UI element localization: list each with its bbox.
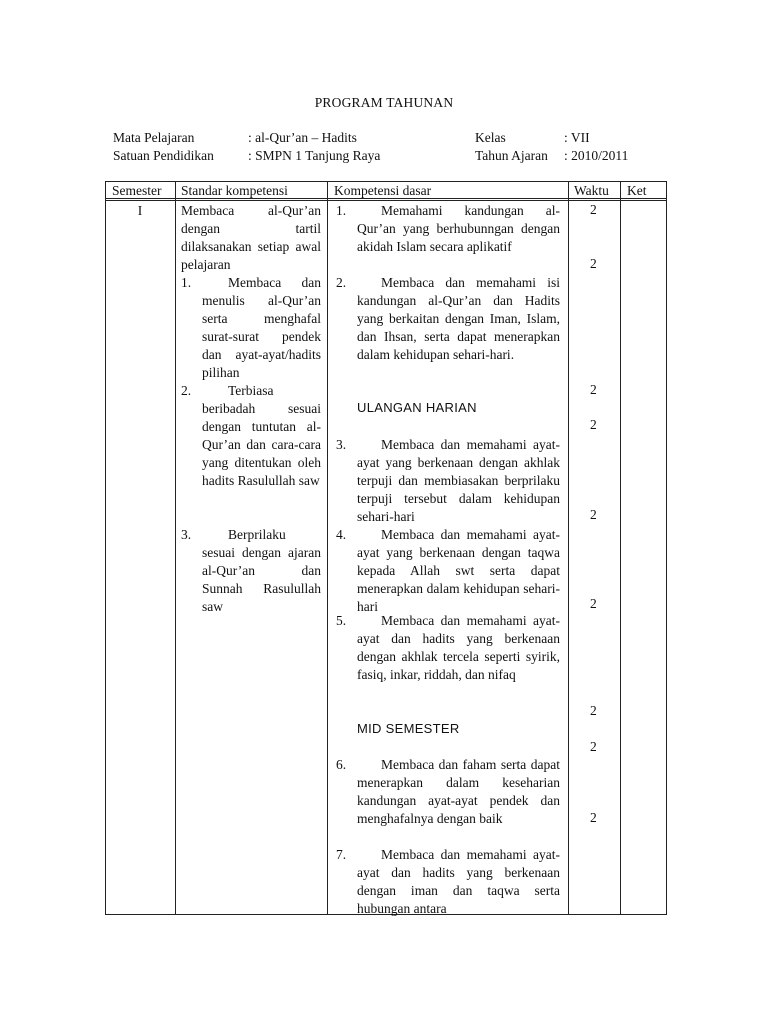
kd-item-number: 6. xyxy=(336,757,347,772)
column-divider xyxy=(327,181,328,915)
ulangan-harian-heading: ULANGAN HARIAN xyxy=(357,400,477,415)
kelas-label: Kelas xyxy=(475,130,506,145)
waktu-value: 2 xyxy=(590,382,597,397)
kd-item-text: Membaca dan memahami ayat-ayat dan hadits yang berkenaan dengan iman dan taqwa serta hubungan antara xyxy=(357,847,560,916)
kd-item-number: 2. xyxy=(336,275,347,290)
column-divider xyxy=(568,181,569,915)
sk-item-number: 2. xyxy=(181,383,192,398)
kd-item-text: Memahami kandungan al-Qur’an yang berhubunngan dengan akidah Islam secara aplikatif xyxy=(357,203,560,254)
sk-item-text: Membaca dan menulis al-Qur’an serta menghafal surat-surat pendek dan ayat-ayat/hadits pilihan xyxy=(202,275,321,380)
kd-item-text: Membaca dan faham serta dapat menerapkan dalam keseharian kandungan ayat-ayat pendek dan menghafalnya dengan baik xyxy=(357,757,560,826)
column-divider xyxy=(175,181,176,915)
kd-item-text: Membaca dan memahami ayat-ayat dan hadits yang berkenaan dengan akhlak tercela seperti syirik, fasiq, inkar, riddah, dan nifaq xyxy=(357,613,560,682)
sk-item xyxy=(181,526,321,616)
sk-item-text: Terbiasa beribadah sesuai dengan tuntutan al-Qur’an dan cara-cara yang ditentukan oleh hadits Rasulullah saw xyxy=(202,383,321,488)
kd-item-text: Membaca dan memahami ayat-ayat yang berkenaan dengan akhlak terpuji dan membiasakan berprilaku terpuji tersebut dalam kehidupan sehari-hari xyxy=(357,437,560,524)
kd-item xyxy=(336,274,560,364)
sk-intro: Membaca al-Qur’an dengan tartil dilaksanakan setiap awal pelajaran xyxy=(181,203,321,272)
mata-pelajaran-label: Mata Pelajaran xyxy=(113,130,195,145)
waktu-value: 2 xyxy=(590,507,597,522)
tahun-ajaran-value: : 2010/2011 xyxy=(564,148,629,163)
waktu-value: 2 xyxy=(590,256,597,271)
header-ket: Ket xyxy=(627,183,647,198)
header-waktu: Waktu xyxy=(574,183,609,198)
kd-item xyxy=(336,756,560,828)
waktu-value: 2 xyxy=(590,739,597,754)
kd-item-text: Membaca dan memahami ayat-ayat yang berkenaan dengan taqwa kepada Allah swt serta dapat menerapkan dalam kehidupan sehari-hari xyxy=(357,527,560,614)
waktu-value: 2 xyxy=(590,703,597,718)
waktu-value: 2 xyxy=(590,417,597,432)
sk-item-text: Berprilaku sesuai dengan ajaran al-Qur’an dan Sunnah Rasulullah saw xyxy=(202,527,321,614)
kd-item xyxy=(336,526,560,616)
satuan-pendidikan-label: Satuan Pendidikan xyxy=(113,148,214,163)
header-kompetensi-dasar: Kompetensi dasar xyxy=(334,183,432,198)
semester-value: I xyxy=(137,203,143,218)
kd-item xyxy=(336,436,560,526)
kd-item-number: 1. xyxy=(336,203,347,218)
sk-item-number: 1. xyxy=(181,275,192,290)
waktu-value: 2 xyxy=(590,596,597,611)
sk-item xyxy=(181,274,321,382)
sk-item xyxy=(181,382,321,490)
header-standar-kompetensi: Standar kompetensi xyxy=(181,183,288,198)
waktu-value: 2 xyxy=(590,202,597,217)
kd-item-number: 3. xyxy=(336,437,347,452)
kd-item-text: Membaca dan memahami isi kandungan al-Qur’an dan Hadits yang berkaitan dengan Iman, Islam, dan Ihsan, serta dapat menerapkan dalam kehidupan sehari-hari. xyxy=(357,275,560,362)
tahun-ajaran-label: Tahun Ajaran xyxy=(475,148,548,163)
mata-pelajaran-value: : al-Qur’an – Hadits xyxy=(248,130,357,145)
kd-item xyxy=(336,846,560,918)
kd-item xyxy=(336,202,560,256)
waktu-value: 2 xyxy=(590,810,597,825)
kd-item-number: 4. xyxy=(336,527,347,542)
kd-item-number: 7. xyxy=(336,847,347,862)
mid-semester-heading: MID SEMESTER xyxy=(357,721,460,736)
sk-item-number: 3. xyxy=(181,527,192,542)
satuan-pendidikan-value: : SMPN 1 Tanjung Raya xyxy=(248,148,381,163)
header-semester: Semester xyxy=(112,183,162,198)
kd-item-number: 5. xyxy=(336,613,347,628)
kd-item xyxy=(336,612,560,684)
column-divider xyxy=(620,181,621,915)
document-title: PROGRAM TAHUNAN xyxy=(314,95,454,110)
kelas-value: : VII xyxy=(564,130,590,145)
